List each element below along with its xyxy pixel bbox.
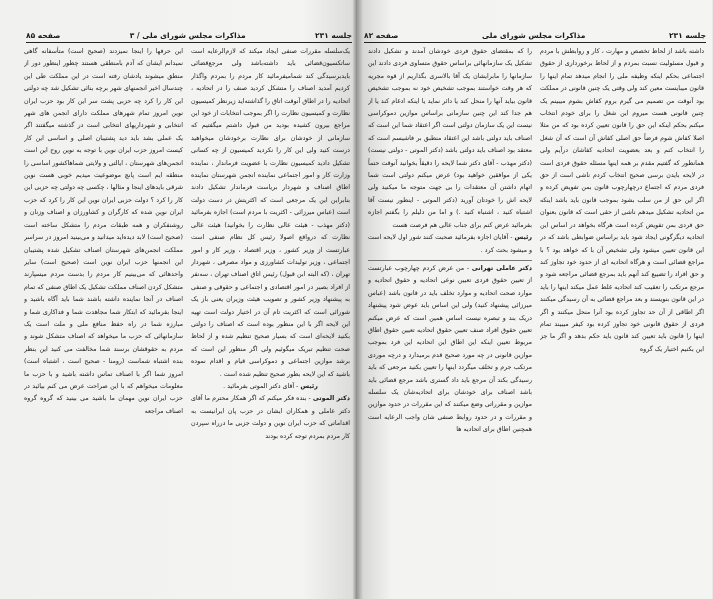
paragraph: این حرفها را اینجا نمیزدند (صحیح است) متأسفانه گاهی نمیدانم ایشان که آدم بامنطقی هستند چطور اینطور دور از منطق میشوند یادشان رفته است در این مملکت طی این چندسال اخیر انجمنهای شهر برچه بنائی تشکیل شد چه دولتی این کار را کرد چه حزبی پشت سر این کار بود حزب ایران نوین امروز تمام شهرهای مملکت دارای انجمن های شهر انتخابی و شهرداریهای انتخابی است در گذشته میگفتند اگر یک عملی بشد باید دید پشتیبان اصلی و اساسی این کار کیست امروز حزب ایران نوین با توجه به نوین روح این است انجمن‌های شهرستان ، ایالتی و ولایتی شماهاکشور اساسی را منطقه ایم است پانچ موضوعیت میدیم خوبی هست نوین شرقی بایدهای اینجا و مثالها ، چکسی چه دولتی چه حزبی این کار را کرد ؟ دولت حزبی ایران نوین این کار را کرد که حزب ایران نوین شده که کارگران و کشاورزان و اصناف وزنان و روشنفکران و همه طبقات مردم را متشکل ساخته است (صحیح است) لابد دیده‌اید میدانید و می‌بینید امروز در سراسر مملکت انجمن‌های شهرستان اصناف تشکیل شده پشتیبان این انجمنها حزب ایران نوین است (صحیح است) سایر واحدهائی که می‌بینیم کار مردم را بدست مردم میسپارند متشکل کردن اصناف مملکت تشکیل یک اطاق صنفی که تمام اصناف در آنجا نماینده داشته باشند شما باید آگاه باشید و اینجا بفرمائید که ابتکار شما مجاهدت شما و فداکاری شما و مبارزه شما در راه حفظ منافع ملی و ملت است یک سازمانهائی که حزب ما میخواهد که اصناف متشکل شوند و مردم به حقوقشان برسند شما مخالفت می کنید این بنظر بنده اشتباه شماست (رومنا - صحیح است ، اشتباه است) امروز شما اگر با اصناف تماس داشته باشید و با حزب ما معلومات میخواهم که با این صراحت عرض می کنم بیائید در حزب ایران نوین مهمان ما باشید می بینید که گروه گروه اصناف مراجعه xyxy=(24,48,183,415)
text-column-right xyxy=(191,46,350,579)
speaker-line xyxy=(368,263,532,437)
text-column-right xyxy=(540,46,704,579)
speech-text: - من عرض کردم چهارچوب عبارتست از تعیین حقوق فردی تعیین نوعی اتحادیه و حقوق اتحادیه و موارد صحت اتحادیه و موارد تخلف باید در قانون باشد (عباس میرزائی پیشنهاد کنید) ولی این اساس باید عوض شود پیشنهاد دریک بند و تبصره نیست اساس همین است که عرض میکنم تعیین حقوق افراد صنف تعیین حقوق اتحادیه تعیین حقوق اطاق مربوط تعیین اینکه این اطاق این اتحادیه این فرد بموجب موازین قانونی در چه مورد صحیح قدم برمیدارد و درچه موردی مرتکب جرم و تخلف میگردد اینها را تعیین بکنید مرجعی که باید رسیدگی بکند آن مرجع باید داد گستری باشد مرجع قضائی باید باشد اصناف برای خودشان برای اتحادیه‌شان یک سلسله موازین و مقرراتی وضع میکنند که این مقررات در حدود موازین و مقررات و در حدود روابط صنفی شان واجب الرعایه است همچنین اطاق برای اتحادیه ها xyxy=(368,264,532,434)
running-title: مذاکرات مجلس شورای ملی / ۳ xyxy=(129,31,246,40)
left-page-columns xyxy=(24,46,350,579)
section-divider xyxy=(368,260,532,261)
left-page xyxy=(0,0,356,599)
speaker-name: دکتر عاملی تهرانی xyxy=(471,264,532,272)
speaker-name: دکتر الموتی xyxy=(312,395,350,403)
right-page-header xyxy=(364,26,706,43)
speech-text: - آقایان اجازه بفرمائید صحبت کنند شور اول لایحه است و میشود بحث کرد . xyxy=(368,234,532,254)
speech-text: - بنده فکر میکنم که اگر همکار محترم ما آقای دکتر عاملی و همکاران ایشان در حزب پان ایرانیست به اقداماتی که حزب ایران نوین و دولت جزبی ما درراه سپردن کار مردم بمردم توجه کرده بودند xyxy=(191,395,350,440)
paragraph: داشته باشد از لحاظ تخصص و مهارت ، کار و روابطش با مردم و قبول مسئولیت نسبت بمردم و از لحاظ برخورداری از حقوق اجتماعی بحکم اینکه وظیفه ملی را انجام میدهد تمام اینها را قانون میبایست معین کند ولی وقتی یک چنین قانونی در مملکت بود آنوقت من تصمیم می گیرم بروم کفاش بشوم میبینم یک چنین قانونی هست میروم این شغل را برای خودم انتخاب میکنم بحکم اینکه این حق را قانون تعیین کرده بود که من مثلا اصلا کفاش شوم فرضاً حق اصلی کفاش آن است که آن شغل را انتخاب کنم و بعد بعضویت اتحادیه کفاشان درآیم ولی همانطور که گفتیم مقدم بر همه اینها مسئله حقوق فردی است در لایحه بایدن برسی صحیح انتخاب کردم ناشی است از حق فردی مردم که اجتماع درچهارچوب قانون بمن تفویض کرده و اگر این حق از من سلب بشود بموجب قانون باید باشد اینکه من اتحادیه تشکیل میدهم ناشی از حقی است که قانون بعنوان حق فردی بمن تفویض کرده است هرگاه بخواهد در اساس این اتحادیه دیگرگونی ایجاد شود باید براساس ضوابطی باشد که در این قانون تعیین میشود ولی تشخیص آن با که خواهد بود ؟ با مراجع قضائی است و هرگاه اتحادیه ای از حدود خود تجاوز کند و حق افراد را تضییع کند آنهم باید بمرجع قضائی مراجعه شود و مرجع مرتکب را تعقیب کند اتحادیه غلط عمل میکند اینها را باید در این قانون بنویسند و بعد مراجع قضائی به آن رسیدگی میکنند اگر اطاقی از آن حد تجاوز کرده بود آنرا منحل میکنند و اگر فردی از حقوق قانونی خود تجاوز کرده بود کیفر میبیند تمام اینها را قانون باید تعیین کند قانون باید حکم بدهد و اگر ما جز این بکنیم اختیار یک گروه xyxy=(540,48,704,353)
text-column-left xyxy=(24,46,183,579)
text-column-left xyxy=(368,46,532,579)
right-page xyxy=(356,0,712,599)
speaker-name: رئیس xyxy=(300,382,318,390)
page-number: صفحه ۸۵ xyxy=(26,31,61,40)
paragraph: یک‌سلسله مقررات صنفی ایجاد میکند که لازم‌الرعایه است ساتکسیون‌قضائی باید داشته‌باشد ولی مرجع‌قضائی بایدبرسیدگی کند شمامیفرمائید کار مردم را بمردم واگذار کردیم آمدید اصناف را متشکل کردید صنف را در اتحادیه ، اتحادیه را در اطاق آنوقت اتاق را گذاشته‌اید زیرنظر کمیسیون نظارت و کمیسیون نظارت را اگر بموجب انتخابات از خود این مراجع بیرون کشیده بودید من قبول داشتم میگفتیم که سازمانی از خودشان برای نظارت برخودشان میخواهید درست کنید ولی این کار را نکردید کمیسیون از چه کسانی تشکیل دادید کمیسیون نظارت با عضویت فرماندار ، نماینده وزارت کار و امور اجتماعی نماینده انجمن شهرستان نماینده اطاق اصناف و شهردار بریاست فرماندار تشکیل دادند بنابراین این یک مرجعی است که اکثریتش در دست دولت است (عباس میرزائی - اکثریت با مردم است) اجازه بفرمائید (دکتر مهذب - هیئت عالی نظارت را بخوانید) هیئت عالی نظارت که درواقع اصولا رئیس کل نظام صنفی است عبارتست از وزیر کشور ، وزیر اقتصاد ، وزیر کار و امور اجتماعی ، وزیر تولیدات کشاورزی و مواد مصرفی ، شهردار تهران ، (که البته ابن قبول) رئیس اتاق اصناف تهران ، سه‌نفر از افراد بصیر در امور اقتصادی و اجتماعی و حقوقی و صنفی به پیشنهاد وزیر کشور و تصویب هیئت وزیران یعنی باز یک شورائی است که اکثریت تام آن در اختیار دولت است تهیه این لایحه اگر با این منظور بوده است که اصناف را دولتی بکنید لایحه‌ای است که بسیار صحیح تنظیم شده و از لحاظ صحت تنظیم تبریک میگوئیم ولی اگر منظور این است که برشد موازین اجتماعی و دموکراسی قیام و اقدام نموده باشید که این لایحه بطور صحیح تنظیم شده است . xyxy=(191,48,350,378)
paragraph: را که بمقتضای حقوق فردی خودشان آمدند و تشکیل دادند تشکیل یک سازمانهائی براساس حقوق متساوی فردی دادند این سازمانها را مابرایشان یک آقا بالاسری بگذاریم از قوه مجریه که هر وقت خواستند بموجب تشخیص خود نه بموجب تشخیص قانون بیاید آنها را منحل کند یا دائر نماید یا اینکه ادغام کند یا از هم جدا کند این چنین سازمانی براساس موازین دموکراسی نیست این یک سازمان دولتی است اگر اعتقاد شما این است که اصناف باید دولتی باشد این اعتقاد منطبق بر فاشیسم است که معتقد بود اصناف باید دولتی باشد (دکتر الموتی - دولتی نیست) (دکتر مهذب - آقای دکتر شما لایحه را دقیقاً بخوانید آنوقت حتماً یکی از موافقین خواهید بود) عرض میکنم دولتی است شما اتهام داشتن آن معتقدات را بی جهت متوجه ما میکنید ولی لایحه اش را خودتان آورید (دکتر الموتی - اینطور نیست آقا اشتباه کنید ، اشتباه کنید .) و اما من دلیلم را بگفتم اجازه بفرمائید عرض کنم برای جناب عالی هم فرصت هست xyxy=(368,48,532,229)
session-number: جلسه ۲۳۱ xyxy=(315,31,352,40)
running-title: مذاکرات مجلس شورای ملی xyxy=(482,31,586,40)
speech-text: - آقای دکتر الموتی بفرمائید . xyxy=(223,382,301,390)
speaker-line xyxy=(191,393,350,443)
speaker-line xyxy=(368,232,532,257)
right-page-columns xyxy=(368,46,704,579)
speaker-line xyxy=(191,381,350,393)
left-page-header xyxy=(26,26,352,43)
session-number: جلسه ۲۳۱ xyxy=(668,31,706,40)
page-number: صفحه ۸۲ xyxy=(364,31,399,40)
speaker-name: رئیس xyxy=(514,234,532,242)
